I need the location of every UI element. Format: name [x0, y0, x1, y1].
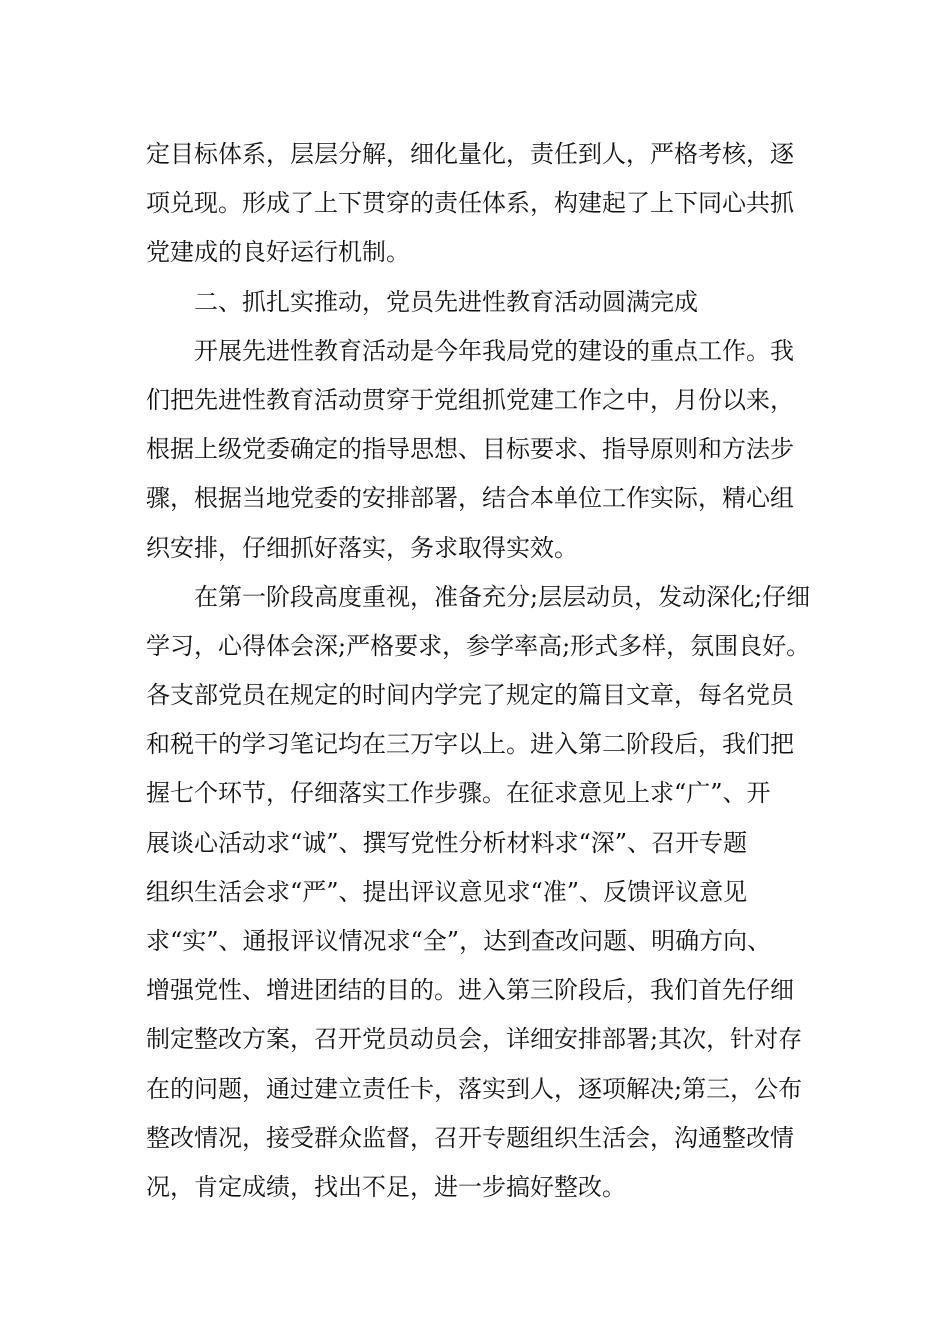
text-line: 们把先进性教育活动贯穿于党组抓党建工作之中，月份以来， — [146, 385, 794, 414]
text-line: 各支部党员在规定的时间内学完了规定的篇目文章，每名党员 — [146, 681, 794, 710]
text-line: 党建成的良好运行机制。 — [146, 238, 410, 267]
text-line: 握七个环节，仔细落实工作步骤。在征求意见上求“广”、开 — [146, 779, 771, 808]
text-line: 在第一阶段高度重视，准备充分;层层动员，发动深化;仔细 — [146, 582, 811, 611]
text-line: 制定整改方案，召开党员动员会，详细安排部署;其次，针对存 — [146, 1025, 803, 1054]
text-line: 增强党性、增进团结的目的。进入第三阶段后，我们首先仔细 — [146, 976, 794, 1005]
text-line: 整改情况，接受群众监督，召开专题组织生活会，沟通整改情 — [146, 1123, 794, 1152]
text-line: 和税干的学习笔记均在三万字以上。进入第二阶段后，我们把 — [146, 730, 794, 759]
text-line: 开展先进性教育活动是今年我局党的建设的重点工作。我 — [146, 336, 794, 365]
text-line: 况，肯定成绩，找出不足，进一步搞好整改。 — [146, 1172, 626, 1201]
text-line: 定目标体系，层层分解，细化量化，责任到人，严格考核，逐 — [146, 140, 794, 168]
text-line: 组织生活会求“严”、提出评议意见求“准”、反馈评议意见 — [146, 877, 748, 906]
text-line: 展谈心活动求“诚”、撰写党性分析材料求“深”、召开专题 — [146, 828, 748, 857]
text-line: 项兑现。形成了上下贯穿的责任体系，构建起了上下同心共抓 — [146, 189, 794, 218]
text-line: 学习，心得体会深;严格要求，参学率高;形式多样，氛围良好。 — [146, 631, 811, 660]
body-text — [146, 130, 836, 1212]
text-line: 在的问题，通过建立责任卡，落实到人，逐项解决;第三，公布 — [146, 1074, 803, 1103]
text-line: 根据上级党委确定的指导思想、目标要求、指导原则和方法步 — [146, 435, 794, 464]
section-heading: 二、抓扎实推动，党员先进性教育活动圆满完成 — [146, 287, 698, 316]
text-line: 织安排，仔细抓好落实，务求取得实效。 — [146, 533, 578, 562]
text-line: 求“实”、通报评议情况求“全”，达到查改问题、明确方向、 — [146, 927, 772, 955]
text-line: 骤，根据当地党委的安排部署，结合本单位工作实际，精心组 — [146, 484, 794, 513]
